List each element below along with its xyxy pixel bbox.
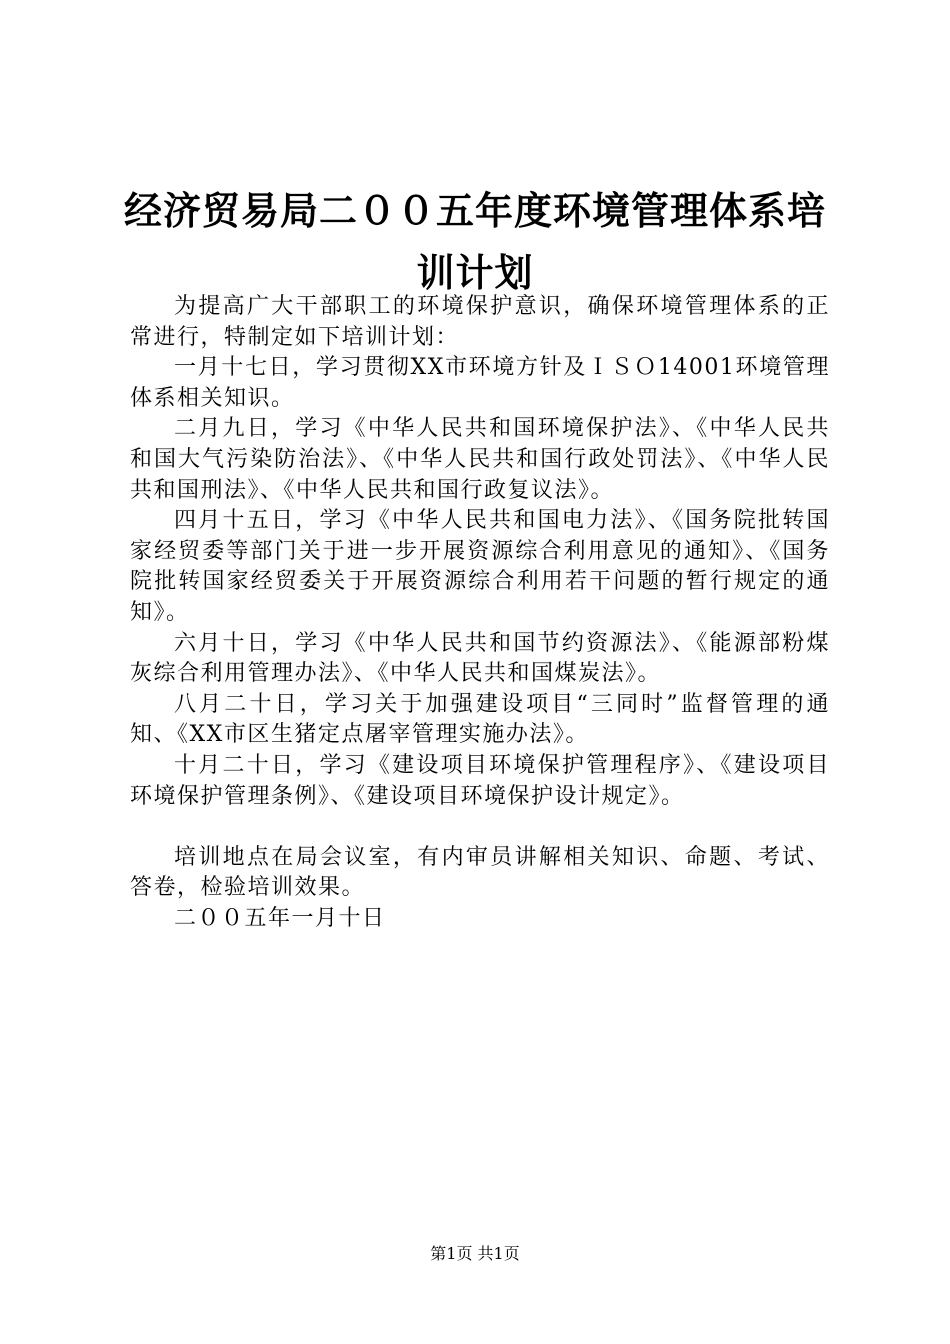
schedule-january: 一月十七日，学习贯彻XX市环境方针及ＩＳＯ14001环境管理体系相关知识。 [130,355,830,411]
schedule-october: 十月二十日，学习《建设项目环境保护管理程序》、《建设项目环境保护管理条例》、《建设项目环境保护设计规定》。 [130,752,830,809]
closing-paragraph: 培训地点在局会议室，有内审员讲解相关知识、命题、考试、答卷，检验培训效果。 [130,844,830,901]
schedule-february: 二月九日，学习《中华人民共和国环境保护法》、《中华人民共和国大气污染防治法》、《中华人民共和国行政处罚法》、《中华人民共和国刑法》、《中华人民共和国行政复议法》。 [130,416,830,503]
page-footer: 第1页 共1页 [430,1244,520,1263]
document-date: 二００五年一月十日 [174,905,386,931]
schedule-june: 六月十日，学习《中华人民共和国节约资源法》、《能源部粉煤灰综合利用管理办法》、《中华人民共和国煤炭法》。 [130,630,830,687]
document-title: 经济贸易局二００五年度环境管理体系培训计划 [123,188,826,295]
schedule-april: 四月十五日，学习《中华人民共和国电力法》、《国务院批转国家经贸委等部门关于进一步开展资源综合利用意见的通知》、《国务院批转国家经贸委关于开展资源综合利用若干问题的暂行规定的通知》。 [130,508,830,625]
blank-line [130,812,830,843]
document-body [130,292,830,934]
schedule-august: 八月二十日，学习关于加强建设项目“三同时”监督管理的通知、《XX市区生猪定点屠宰管理实施办法》。 [130,691,830,748]
intro-paragraph: 为提高广大干部职工的环境保护意识，确保环境管理体系的正常进行，特制定如下培训计划： [130,294,830,350]
